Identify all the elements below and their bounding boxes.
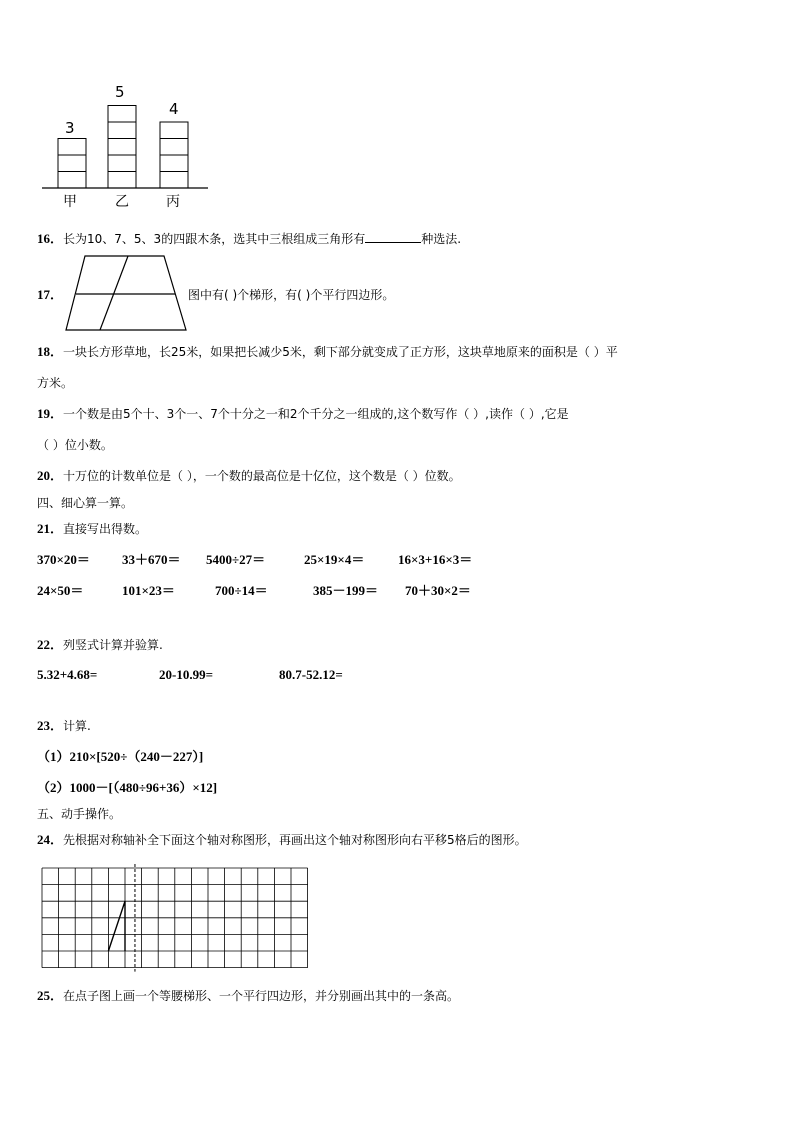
q21-row2-item3: 700÷14＝	[215, 583, 268, 598]
bar-count-bing: 4	[169, 100, 179, 118]
bar-block	[58, 172, 86, 189]
question-24	[37, 832, 527, 848]
question-25	[37, 988, 459, 1004]
q22-item3: 80.7-52.12=	[279, 667, 343, 682]
question-20-number: 20．	[37, 468, 64, 483]
question-16-answer-blank[interactable]	[365, 230, 421, 243]
question-22-text: 列竖式计算并验算.	[63, 638, 163, 652]
bar-block	[108, 106, 136, 123]
question-19-number: 19．	[37, 406, 64, 421]
trapezoid-outline	[66, 256, 186, 330]
bar-block	[160, 122, 188, 139]
question-25-number: 25．	[37, 988, 64, 1003]
section-4-title: 四、细心算一算。	[37, 496, 134, 510]
question-20	[37, 468, 461, 484]
question-16	[37, 230, 461, 247]
question-25-text: 在点子图上画一个等腰梯形、一个平行四边形，并分别画出其中的一条高。	[63, 989, 460, 1003]
question-21-number: 21．	[37, 521, 64, 536]
bar-block	[160, 139, 188, 156]
bar-block	[108, 172, 136, 189]
bar-block	[108, 139, 136, 156]
trapezoid-figure	[60, 252, 190, 332]
q21-row2-item2: 101×23＝	[122, 583, 175, 598]
bar-block	[58, 139, 86, 156]
bar-block	[160, 172, 188, 189]
question-24-text: 先根据对称轴补全下面这个轴对称图形，再画出这个轴对称图形向右平移5格后的图形。	[63, 833, 527, 847]
question-21	[37, 521, 147, 537]
question-18-number: 18．	[37, 344, 64, 359]
question-22	[37, 637, 163, 653]
bar-label-jia: 甲	[63, 194, 77, 210]
bar-block	[160, 155, 188, 172]
question-22-number: 22．	[37, 637, 64, 652]
q22-item1: 5.32+4.68=	[37, 667, 98, 682]
bar-label-bing: 丙	[166, 194, 180, 210]
half-shape	[108, 901, 125, 951]
trapezoid-slant-divider	[100, 256, 128, 330]
question-17-text: 图中有( )个梯形，有( )个平行四边形。	[188, 288, 395, 302]
block-bar-figure	[0, 0, 794, 220]
question-24-number: 24．	[37, 832, 64, 847]
q21-row1-item3: 5400÷27＝	[206, 552, 266, 567]
question-20-text: 十万位的计数单位是（ ），一个数的最高位是十亿位，这个数是（ ）位数。	[63, 469, 461, 483]
question-19-line1	[37, 406, 569, 422]
question-16-text-a: 长为10、7、5、3的四跟木条，选其中三根组成三角形有	[63, 232, 366, 246]
question-18-line2: 方米。	[37, 376, 74, 390]
q21-row2-item4: 385－199＝	[313, 583, 379, 598]
bar-block	[58, 155, 86, 172]
q22-item2: 20-10.99=	[159, 667, 213, 682]
question-23-number: 23．	[37, 718, 64, 733]
q21-row1-item2: 33＋670＝	[122, 552, 181, 567]
q21-row1-item1: 370×20＝	[37, 552, 90, 567]
question-19-text: 一个数是由5个十、3个一、7个十分之一和2个千分之一组成的,这个数写作（ ）,读作（ ）,它是	[63, 407, 569, 421]
q21-row2-item1: 24×50＝	[37, 583, 84, 598]
q21-row1-item5: 16×3+16×3＝	[398, 552, 473, 567]
section-5-title: 五、动手操作。	[37, 807, 122, 821]
q23-item2: （2）1000－[（480÷96+36）×12]	[37, 780, 218, 795]
question-23-text: 计算.	[63, 719, 91, 733]
question-19-line2: （ ）位小数。	[37, 438, 113, 452]
bar-block	[108, 155, 136, 172]
question-18-text: 一块长方形草地，长25米，如果把长减少5米，剩下部分就变成了正方形，这块草地原来的面积是（ ）平	[63, 345, 618, 359]
question-17-number: 17．	[37, 287, 64, 302]
question-16-number: 16．	[37, 231, 64, 246]
question-23	[37, 718, 91, 734]
bar-count-jia: 3	[65, 119, 75, 137]
question-16-text-b: 种选法.	[421, 232, 462, 246]
bar-label-yi: 乙	[115, 194, 129, 210]
q21-row2-item5: 70＋30×2＝	[405, 583, 471, 598]
q21-row1-item4: 25×19×4＝	[304, 552, 365, 567]
bar-count-yi: 5	[115, 83, 125, 101]
bar-block	[108, 122, 136, 139]
symmetry-grid	[42, 868, 312, 972]
question-21-text: 直接写出得数。	[63, 522, 148, 536]
question-18-line1	[37, 344, 618, 360]
q23-item1: （1）210×[520÷（240－227）]	[37, 749, 204, 764]
